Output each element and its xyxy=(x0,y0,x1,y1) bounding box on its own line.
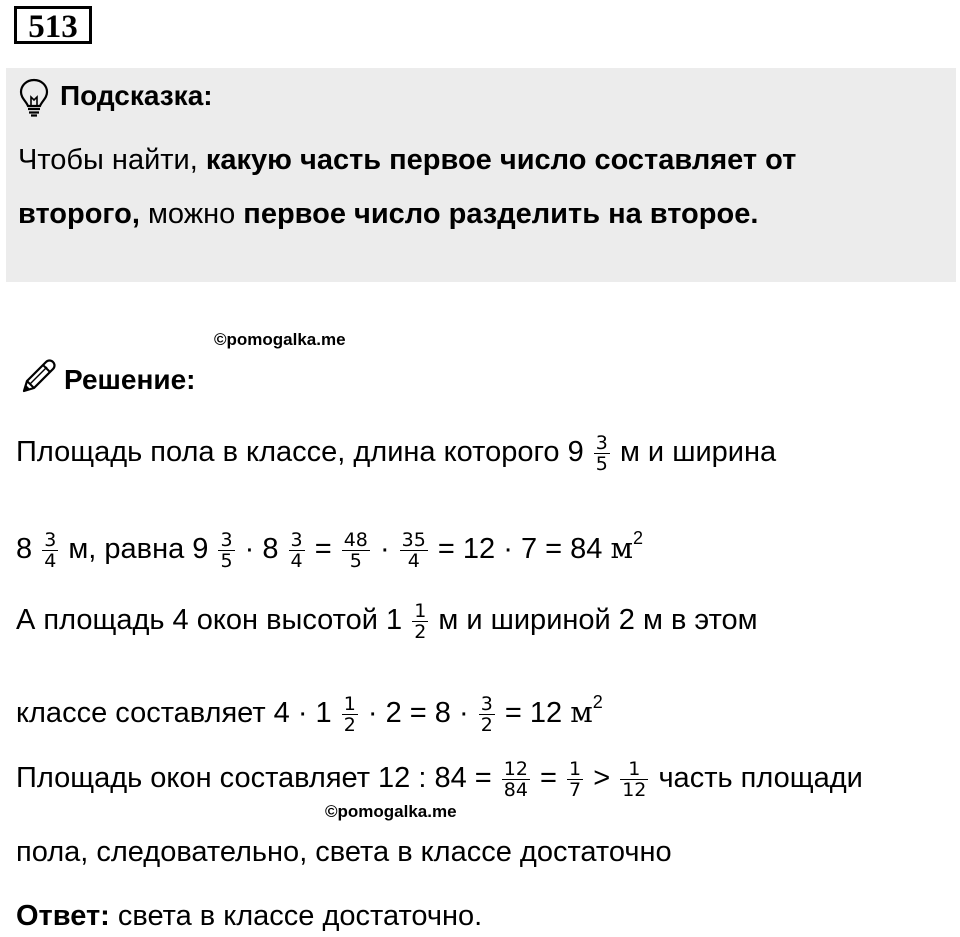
task-number: 513 xyxy=(14,6,92,44)
fraction: $\frac{3}{4}$ xyxy=(44,528,57,572)
pencil-icon xyxy=(18,357,58,397)
solution-line-1: Площадь пола в классе, длина которого 9 $\frac{3}{5}$ м и ширина xyxy=(16,431,777,475)
solution-line-2: 8 $\frac{3}{4}$ м, равна 9 $\frac{3}{5}$ · 8 $\frac{3}{4}$ = $\frac{48}{5}$ · $\frac{35}{4}$ = 12 · 7 = 84 $м^2$ xyxy=(16,528,644,572)
answer-text: света в классе достаточно. xyxy=(109,900,483,932)
hint-line-2: второго, можно первое число разделить на второе. xyxy=(18,198,759,230)
fraction: $\frac{3}{5}$ xyxy=(220,528,233,572)
solution-line-3: А площадь 4 окон высотой 1 $\frac{1}{2}$ м и шириной 2 м в этом xyxy=(16,599,758,643)
fraction: $\frac{48}{5}$ xyxy=(343,528,368,572)
fraction: $\frac{12}{84}$ xyxy=(503,757,528,801)
fraction: $\frac{1}{2}$ xyxy=(343,692,356,736)
fraction: $\frac{3}{4}$ xyxy=(290,528,303,572)
fraction: $\frac{1}{12}$ xyxy=(622,757,647,801)
fraction: $\frac{1}{2}$ xyxy=(414,599,427,643)
answer-label: Ответ: xyxy=(16,900,110,932)
lightbulb-icon xyxy=(18,78,50,118)
answer-line xyxy=(16,896,482,936)
fraction: $\frac{3}{5}$ xyxy=(595,431,608,475)
solution-line-4: классе составляет 4 · 1 $\frac{1}{2}$ · 2 = 8 · $\frac{3}{2}$ = 12 $м^2$ xyxy=(16,692,603,736)
fraction: $\frac{35}{4}$ xyxy=(401,528,426,572)
solution-line-6: пола, следовательно, света в классе достаточно xyxy=(16,836,672,868)
fraction: $\frac{1}{7}$ xyxy=(569,757,582,801)
fraction: $\frac{3}{2}$ xyxy=(480,692,493,736)
solution-line-5: Площадь окон составляет 12 : 84 = $\frac{12}{84}$ = $\frac{1}{7}$ > $\frac{1}{12}$ часть площади xyxy=(16,757,863,801)
hint-line-1: Чтобы найти, какую часть первое число составляет от xyxy=(18,144,797,176)
solution-title: Решение: xyxy=(64,364,196,395)
watermark: ©pomogalka.me xyxy=(214,330,346,349)
watermark: ©pomogalka.me xyxy=(325,802,457,821)
hint-title: Подсказка: xyxy=(60,80,213,111)
